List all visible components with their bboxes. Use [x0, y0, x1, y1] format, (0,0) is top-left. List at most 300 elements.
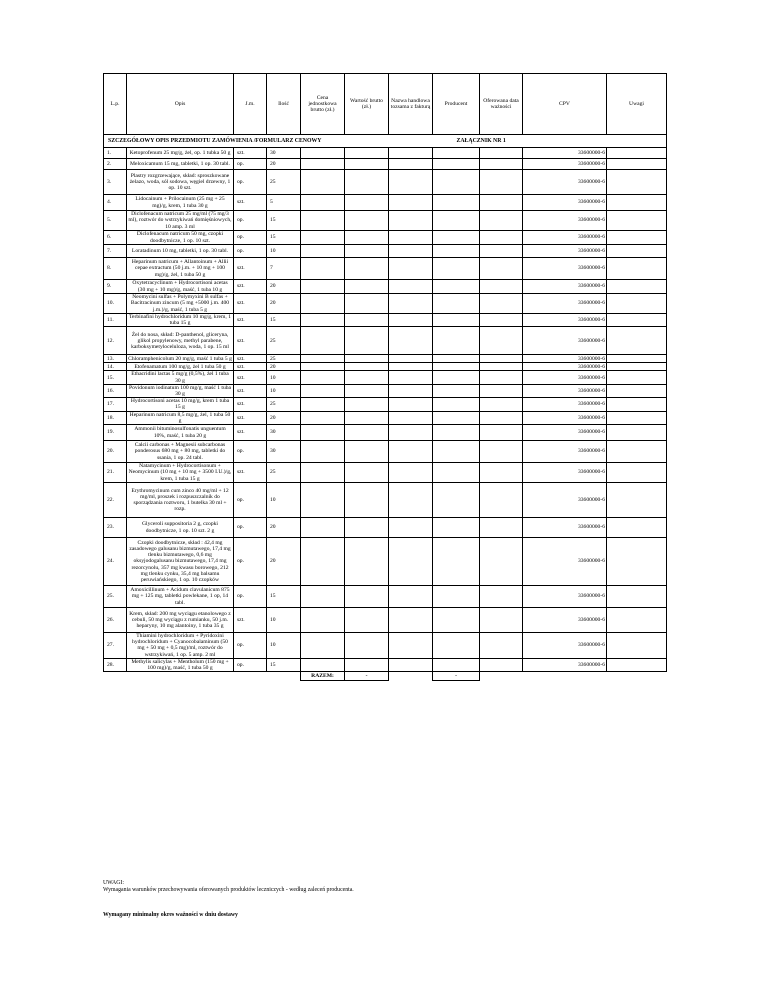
table-row	[104, 463, 667, 483]
cell-nazwa[interactable]	[389, 363, 433, 371]
cell-jm: szt.	[234, 148, 267, 159]
cell-wartosc[interactable]	[345, 518, 389, 538]
cell-producent[interactable]	[433, 463, 480, 483]
cell-lp: 18.	[104, 411, 127, 424]
cell-nazwa[interactable]	[389, 658, 433, 671]
cell-wartosc[interactable]	[345, 148, 389, 159]
cell-jm: szt.	[234, 314, 267, 327]
cell-lp: 24.	[104, 538, 127, 586]
cell-ilosc: 10	[267, 633, 301, 659]
cell-cena[interactable]	[301, 411, 345, 424]
cell-cena[interactable]	[301, 327, 345, 355]
cell-producent[interactable]	[433, 441, 480, 463]
cell-uwagi[interactable]	[607, 159, 667, 170]
table-row	[104, 231, 667, 245]
cell-producent[interactable]	[433, 538, 480, 586]
cell-cpv: 33600000-6	[523, 258, 607, 280]
cell-jm: szt.	[234, 355, 267, 363]
cell-nazwa[interactable]	[389, 211, 433, 231]
cell-cena[interactable]	[301, 294, 345, 314]
cell-producent[interactable]	[433, 633, 480, 659]
cell-wartosc[interactable]	[345, 608, 389, 633]
cell-nazwa[interactable]	[389, 441, 433, 463]
cell-nazwa[interactable]	[389, 586, 433, 608]
cell-nazwa[interactable]	[389, 425, 433, 441]
cell-nazwa[interactable]	[389, 355, 433, 363]
cell-ilosc: 15	[267, 586, 301, 608]
cell-producent[interactable]	[433, 258, 480, 280]
cell-cena[interactable]	[301, 355, 345, 363]
cell-jm: szt.	[234, 327, 267, 355]
cell-cena[interactable]	[301, 195, 345, 211]
cell-wartosc[interactable]	[345, 425, 389, 441]
cell-opis: Diclofenacum natricum 50 mg, czopki doodbytnicze, 1 op. 10 szt.	[127, 231, 234, 245]
cell-producent[interactable]	[433, 608, 480, 633]
cell-data[interactable]	[480, 355, 523, 363]
total-label: RAZEM:	[301, 672, 345, 681]
cell-uwagi[interactable]	[607, 170, 667, 195]
cell-cena[interactable]	[301, 538, 345, 586]
header-wartosc: Wartość brutto (zł.)	[345, 74, 389, 135]
cell-data[interactable]	[480, 170, 523, 195]
cell-opis: Loratadinum 10 mg, tabletki, 1 op. 30 tabl.	[127, 245, 234, 258]
cell-opis: Ethacridini lactas 5 mg/g (0,5%), żel 1 tuba 30 g	[127, 371, 234, 384]
table-row	[104, 148, 667, 159]
cell-uwagi[interactable]	[607, 398, 667, 411]
cell-uwagi[interactable]	[607, 633, 667, 659]
cell-cpv: 33600000-6	[523, 170, 607, 195]
cell-ilosc: 20	[267, 518, 301, 538]
table-row	[104, 363, 667, 371]
cell-nazwa[interactable]	[389, 371, 433, 384]
cell-jm: op.	[234, 483, 267, 518]
cell-wartosc[interactable]	[345, 327, 389, 355]
cell-jm: op.	[234, 231, 267, 245]
cell-wartosc[interactable]	[345, 159, 389, 170]
cell-cpv: 33600000-6	[523, 327, 607, 355]
cell-ilosc: 15	[267, 658, 301, 671]
cell-cena[interactable]	[301, 159, 345, 170]
cell-uwagi[interactable]	[607, 441, 667, 463]
cell-nazwa[interactable]	[389, 245, 433, 258]
cell-jm: szt.	[234, 425, 267, 441]
cell-jm: szt.	[234, 463, 267, 483]
cell-cena[interactable]	[301, 586, 345, 608]
cell-opis: Plastry rozgrzewające, skład: sproszkowane żelazo, woda, sól sodowa, węgiel drzewny, 1 op. 10 szt.	[127, 170, 234, 195]
cell-cena[interactable]	[301, 245, 345, 258]
cell-ilosc: 20	[267, 411, 301, 424]
cell-wartosc[interactable]	[345, 633, 389, 659]
cell-cena[interactable]	[301, 170, 345, 195]
cell-data[interactable]	[480, 384, 523, 397]
cell-cpv: 33600000-6	[523, 483, 607, 518]
header-data: Oferowana data ważności	[480, 74, 523, 135]
cell-uwagi[interactable]	[607, 411, 667, 424]
cell-opis: Meloxicamum 15 mg, tabletki, 1 op. 30 tabl.	[127, 159, 234, 170]
cell-data[interactable]	[480, 294, 523, 314]
cell-wartosc[interactable]	[345, 586, 389, 608]
table-row	[104, 441, 667, 463]
table-row	[104, 294, 667, 314]
cell-producent[interactable]	[433, 586, 480, 608]
expiry-requirement: Wymagany minimalny okres ważności w dniu dostawy	[103, 912, 238, 918]
cell-cpv: 33600000-6	[523, 231, 607, 245]
cell-cena[interactable]	[301, 258, 345, 280]
table-row	[104, 425, 667, 441]
cell-wartosc[interactable]	[345, 538, 389, 586]
cell-ilosc: 20	[267, 294, 301, 314]
cell-cena[interactable]	[301, 608, 345, 633]
cell-wartosc[interactable]	[345, 363, 389, 371]
cell-data[interactable]	[480, 195, 523, 211]
cell-wartosc[interactable]	[345, 371, 389, 384]
cell-uwagi[interactable]	[607, 425, 667, 441]
cell-data[interactable]	[480, 411, 523, 424]
cell-ilosc: 10	[267, 371, 301, 384]
cell-producent[interactable]	[433, 280, 480, 294]
cell-data[interactable]	[480, 258, 523, 280]
cell-data[interactable]	[480, 363, 523, 371]
cell-producent[interactable]	[433, 411, 480, 424]
cell-wartosc[interactable]	[345, 294, 389, 314]
cell-opis: Methylis salicylas + Mentholum (150 mg + 100 mg)/g, maść, 1 tuba 50 g	[127, 658, 234, 671]
cell-opis: Terbinafini hydrochloridum 10 mg/g, krem, 1 tuba 15 g	[127, 314, 234, 327]
cell-cpv: 33600000-6	[523, 633, 607, 659]
cell-data[interactable]	[480, 211, 523, 231]
cell-data[interactable]	[480, 231, 523, 245]
cell-uwagi[interactable]	[607, 148, 667, 159]
cell-nazwa[interactable]	[389, 518, 433, 538]
cell-producent[interactable]	[433, 245, 480, 258]
cell-producent[interactable]	[433, 294, 480, 314]
cell-uwagi[interactable]	[607, 518, 667, 538]
cell-uwagi[interactable]	[607, 231, 667, 245]
cell-wartosc[interactable]	[345, 280, 389, 294]
cell-data[interactable]	[480, 398, 523, 411]
cell-ilosc: 30	[267, 148, 301, 159]
cell-ilosc: 25	[267, 170, 301, 195]
cell-cena[interactable]	[301, 425, 345, 441]
cell-jm: op.	[234, 170, 267, 195]
cell-jm: op.	[234, 211, 267, 231]
cell-opis: Amoxicillinum + Acidum clavulanicum 875 mg + 125 mg, tabletki powlekane, 1 op, 14 tabl.	[127, 586, 234, 608]
table-row	[104, 314, 667, 327]
cell-cpv: 33600000-6	[523, 363, 607, 371]
cell-uwagi[interactable]	[607, 384, 667, 397]
cell-nazwa[interactable]	[389, 170, 433, 195]
cell-uwagi[interactable]	[607, 363, 667, 371]
cell-uwagi[interactable]	[607, 355, 667, 363]
cell-cpv: 33600000-6	[523, 425, 607, 441]
cell-producent[interactable]	[433, 211, 480, 231]
cell-nazwa[interactable]	[389, 314, 433, 327]
total-producent: -	[433, 672, 480, 681]
cell-nazwa[interactable]	[389, 231, 433, 245]
cell-cpv: 33600000-6	[523, 211, 607, 231]
cell-nazwa[interactable]	[389, 463, 433, 483]
cell-nazwa[interactable]	[389, 148, 433, 159]
cell-opis: Etofenamatum 100 mg/g, żel 1 tuba 50 g	[127, 363, 234, 371]
cell-opis: Hydrocortisoni acetas 10 mg/g, krem 1 tuba 15 g	[127, 398, 234, 411]
cell-lp: 2.	[104, 159, 127, 170]
cell-data[interactable]	[480, 148, 523, 159]
header-cpv: CPV	[523, 74, 607, 135]
cell-producent[interactable]	[433, 483, 480, 518]
cell-cpv: 33600000-6	[523, 384, 607, 397]
cell-lp: 8.	[104, 258, 127, 280]
cell-jm: op.	[234, 633, 267, 659]
cell-jm: szt.	[234, 294, 267, 314]
notes-line: Wymagania warunków przechowywania oferowanych produktów leczniczych - według zaleceń producenta.	[103, 887, 354, 893]
cell-ilosc: 15	[267, 314, 301, 327]
cell-lp: 19.	[104, 425, 127, 441]
table-row	[104, 245, 667, 258]
cell-wartosc[interactable]	[345, 483, 389, 518]
header-nazwa: Nazwa handlowa tozsama z fakturą	[389, 74, 433, 135]
cell-uwagi[interactable]	[607, 245, 667, 258]
cell-ilosc: 20	[267, 280, 301, 294]
cell-data[interactable]	[480, 441, 523, 463]
cell-cpv: 33600000-6	[523, 280, 607, 294]
cell-nazwa[interactable]	[389, 483, 433, 518]
cell-producent[interactable]	[433, 425, 480, 441]
cell-wartosc[interactable]	[345, 195, 389, 211]
cell-wartosc[interactable]	[345, 355, 389, 363]
cell-data[interactable]	[480, 280, 523, 294]
cell-lp: 9.	[104, 280, 127, 294]
cell-jm: op.	[234, 245, 267, 258]
cell-wartosc[interactable]	[345, 411, 389, 424]
cell-uwagi[interactable]	[607, 294, 667, 314]
cell-cena[interactable]	[301, 363, 345, 371]
cell-cena[interactable]	[301, 398, 345, 411]
cell-opis: Heparinum natricum + Allantoinum + Allii cepae extractum (50 j.m. + 10 mg + 100 mg)/g, żel, 1 tuba 50 g	[127, 258, 234, 280]
cell-uwagi[interactable]	[607, 280, 667, 294]
table-row	[104, 258, 667, 280]
cell-cpv: 33600000-6	[523, 538, 607, 586]
cell-ilosc: 25	[267, 398, 301, 411]
cell-ilosc: 25	[267, 327, 301, 355]
cell-opis: Ammonii bituminosulfonatis unguentum 10%, maść, 1 tuba 20 g	[127, 425, 234, 441]
cell-data[interactable]	[480, 425, 523, 441]
cell-wartosc[interactable]	[345, 398, 389, 411]
cell-cpv: 33600000-6	[523, 314, 607, 327]
cell-uwagi[interactable]	[607, 586, 667, 608]
cell-ilosc: 10	[267, 608, 301, 633]
cell-jm: op.	[234, 586, 267, 608]
cell-nazwa[interactable]	[389, 398, 433, 411]
cell-ilosc: 20	[267, 363, 301, 371]
cell-uwagi[interactable]	[607, 538, 667, 586]
cell-jm: szt.	[234, 608, 267, 633]
cell-ilosc: 20	[267, 538, 301, 586]
cell-nazwa[interactable]	[389, 411, 433, 424]
cell-producent[interactable]	[433, 363, 480, 371]
cell-wartosc[interactable]	[345, 658, 389, 671]
cell-data[interactable]	[480, 538, 523, 586]
cell-data[interactable]	[480, 314, 523, 327]
cell-cena[interactable]	[301, 441, 345, 463]
cell-cpv: 33600000-6	[523, 441, 607, 463]
cell-uwagi[interactable]	[607, 658, 667, 671]
cell-producent[interactable]	[433, 231, 480, 245]
table-row	[104, 398, 667, 411]
cell-producent[interactable]	[433, 314, 480, 327]
cell-cpv: 33600000-6	[523, 294, 607, 314]
cell-nazwa[interactable]	[389, 195, 433, 211]
cell-opis: Chloramphenicolum 20 mg/g, maść 1 tuba 5 g	[128, 355, 232, 362]
cell-opis: Oxytetracyclinum + Hydrocortisoni acetas (30 mg + 10 mg)/g, maść, 1 tuba 10 g	[127, 280, 234, 294]
table-row	[104, 483, 667, 518]
cell-nazwa[interactable]	[389, 608, 433, 633]
cell-wartosc[interactable]	[345, 441, 389, 463]
header-lp: L.p.	[104, 74, 127, 135]
cell-cena[interactable]	[301, 314, 345, 327]
table-row	[104, 633, 667, 659]
cell-cena[interactable]	[301, 280, 345, 294]
table-row	[104, 159, 667, 170]
cell-lp: 25.	[104, 586, 127, 608]
cell-producent[interactable]	[433, 658, 480, 671]
cell-lp: 5.	[104, 211, 127, 231]
cell-nazwa[interactable]	[389, 159, 433, 170]
header-ilosc: Ilość	[267, 74, 301, 135]
table-row	[104, 586, 667, 608]
cell-jm: szt.	[234, 384, 267, 397]
cell-wartosc[interactable]	[345, 231, 389, 245]
cell-nazwa[interactable]	[389, 633, 433, 659]
cell-cpv: 33600000-6	[523, 371, 607, 384]
cell-cena[interactable]	[301, 371, 345, 384]
cell-opis: Glyceroli suppositoria 2 g, czopki doodbytnicze, 1 op. 10 szt. 2 g	[127, 518, 234, 538]
cell-producent[interactable]	[433, 327, 480, 355]
cell-nazwa[interactable]	[389, 258, 433, 280]
cell-data[interactable]	[480, 586, 523, 608]
cell-producent[interactable]	[433, 398, 480, 411]
cell-lp: 27.	[104, 633, 127, 659]
cell-uwagi[interactable]	[607, 608, 667, 633]
cell-uwagi[interactable]	[607, 314, 667, 327]
cell-uwagi[interactable]	[607, 211, 667, 231]
cell-opis: Calcii carbonas + Magnesii subcarbonas ponderosus 680 mg + 80 mg, tabletki do ssania, 1 op. 24 tabl.	[127, 441, 234, 463]
cell-data[interactable]	[480, 245, 523, 258]
cell-cpv: 33600000-6	[523, 245, 607, 258]
cell-jm: szt.	[234, 371, 267, 384]
attachment-label: ZAŁĄCZNIK NR 1	[433, 135, 667, 148]
cell-lp: 4.	[104, 195, 127, 211]
cell-nazwa[interactable]	[389, 280, 433, 294]
notes-heading: UWAGI:	[103, 880, 124, 886]
cell-uwagi[interactable]	[607, 327, 667, 355]
table-row	[104, 608, 667, 633]
cell-wartosc[interactable]	[345, 245, 389, 258]
cell-wartosc[interactable]	[345, 463, 389, 483]
cell-cena[interactable]	[301, 633, 345, 659]
table-row	[104, 195, 667, 211]
cell-lp: 26.	[104, 608, 127, 633]
form-title: SZCZEGÓŁOWY OPIS PRZEDMIOTU ZAMÓWIENIA /FORMULARZ CENOWY	[104, 135, 433, 148]
cell-data[interactable]	[480, 327, 523, 355]
cell-uwagi[interactable]	[607, 371, 667, 384]
cell-cena[interactable]	[301, 148, 345, 159]
cell-uwagi[interactable]	[607, 195, 667, 211]
cell-producent[interactable]	[433, 518, 480, 538]
cell-ilosc: 15	[267, 211, 301, 231]
total-value: -	[345, 672, 389, 681]
cell-data[interactable]	[480, 633, 523, 659]
cell-cena[interactable]	[301, 483, 345, 518]
cell-nazwa[interactable]	[389, 327, 433, 355]
cell-wartosc[interactable]	[345, 384, 389, 397]
table-row	[104, 170, 667, 195]
cell-nazwa[interactable]	[389, 294, 433, 314]
header-jm: J.m.	[234, 74, 267, 135]
cell-opis: Erythromycinum cum zinco 40 mg/ml + 12 mg/ml, proszek i rozpuszczalnik do sporządzania roztworu, 1 butelka 30 ml + rozp.	[127, 483, 234, 518]
cell-cpv: 33600000-6	[523, 148, 607, 159]
header-producent: Producent	[433, 74, 480, 135]
cell-data[interactable]	[480, 463, 523, 483]
cell-cena[interactable]	[301, 518, 345, 538]
cell-lp: 17.	[104, 398, 127, 411]
cell-lp: 21.	[104, 463, 127, 483]
cell-data[interactable]	[480, 483, 523, 518]
cell-wartosc[interactable]	[345, 258, 389, 280]
cell-jm: op.	[234, 518, 267, 538]
cell-data[interactable]	[480, 371, 523, 384]
cell-opis: Povidonum iodinatum 100 mg/g, maść 1 tuba 30 g	[127, 384, 234, 397]
cell-data[interactable]	[480, 518, 523, 538]
cell-wartosc[interactable]	[345, 314, 389, 327]
cell-cena[interactable]	[301, 384, 345, 397]
cell-uwagi[interactable]	[607, 483, 667, 518]
cell-opis: Żel do nosa, skład: D-panthenol, gliceryna, glikol propylenowy, methyl parabene, karboksymetyloceluloza, woda, 1 op. 15 ml	[127, 327, 234, 355]
cell-producent[interactable]	[433, 371, 480, 384]
header-row	[104, 74, 667, 135]
cell-ilosc: 5	[267, 195, 301, 211]
cell-uwagi[interactable]	[607, 463, 667, 483]
cell-data[interactable]	[480, 658, 523, 671]
table-row	[104, 211, 667, 231]
cell-cena[interactable]	[301, 211, 345, 231]
cell-cena[interactable]	[301, 463, 345, 483]
cell-producent[interactable]	[433, 195, 480, 211]
table-row	[104, 327, 667, 355]
cell-producent[interactable]	[433, 148, 480, 159]
cell-producent[interactable]	[433, 384, 480, 397]
cell-nazwa[interactable]	[389, 384, 433, 397]
cell-producent[interactable]	[433, 159, 480, 170]
cell-wartosc[interactable]	[345, 170, 389, 195]
cell-wartosc[interactable]	[345, 211, 389, 231]
cell-lp: 23.	[104, 518, 127, 538]
cell-cpv: 33600000-6	[523, 411, 607, 424]
cell-nazwa[interactable]	[389, 538, 433, 586]
cell-cpv: 33600000-6	[523, 355, 607, 363]
cell-producent[interactable]	[433, 355, 480, 363]
notes-section	[103, 880, 354, 894]
cell-cena[interactable]	[301, 658, 345, 671]
cell-data[interactable]	[480, 608, 523, 633]
cell-producent[interactable]	[433, 170, 480, 195]
cell-data[interactable]	[480, 159, 523, 170]
table-row	[104, 371, 667, 384]
cell-lp: 13.	[104, 355, 127, 363]
total-row	[104, 672, 667, 681]
cell-uwagi[interactable]	[607, 258, 667, 280]
cell-cena[interactable]	[301, 231, 345, 245]
header-uwagi: Uwagi	[607, 74, 667, 135]
cell-jm: szt.	[234, 398, 267, 411]
